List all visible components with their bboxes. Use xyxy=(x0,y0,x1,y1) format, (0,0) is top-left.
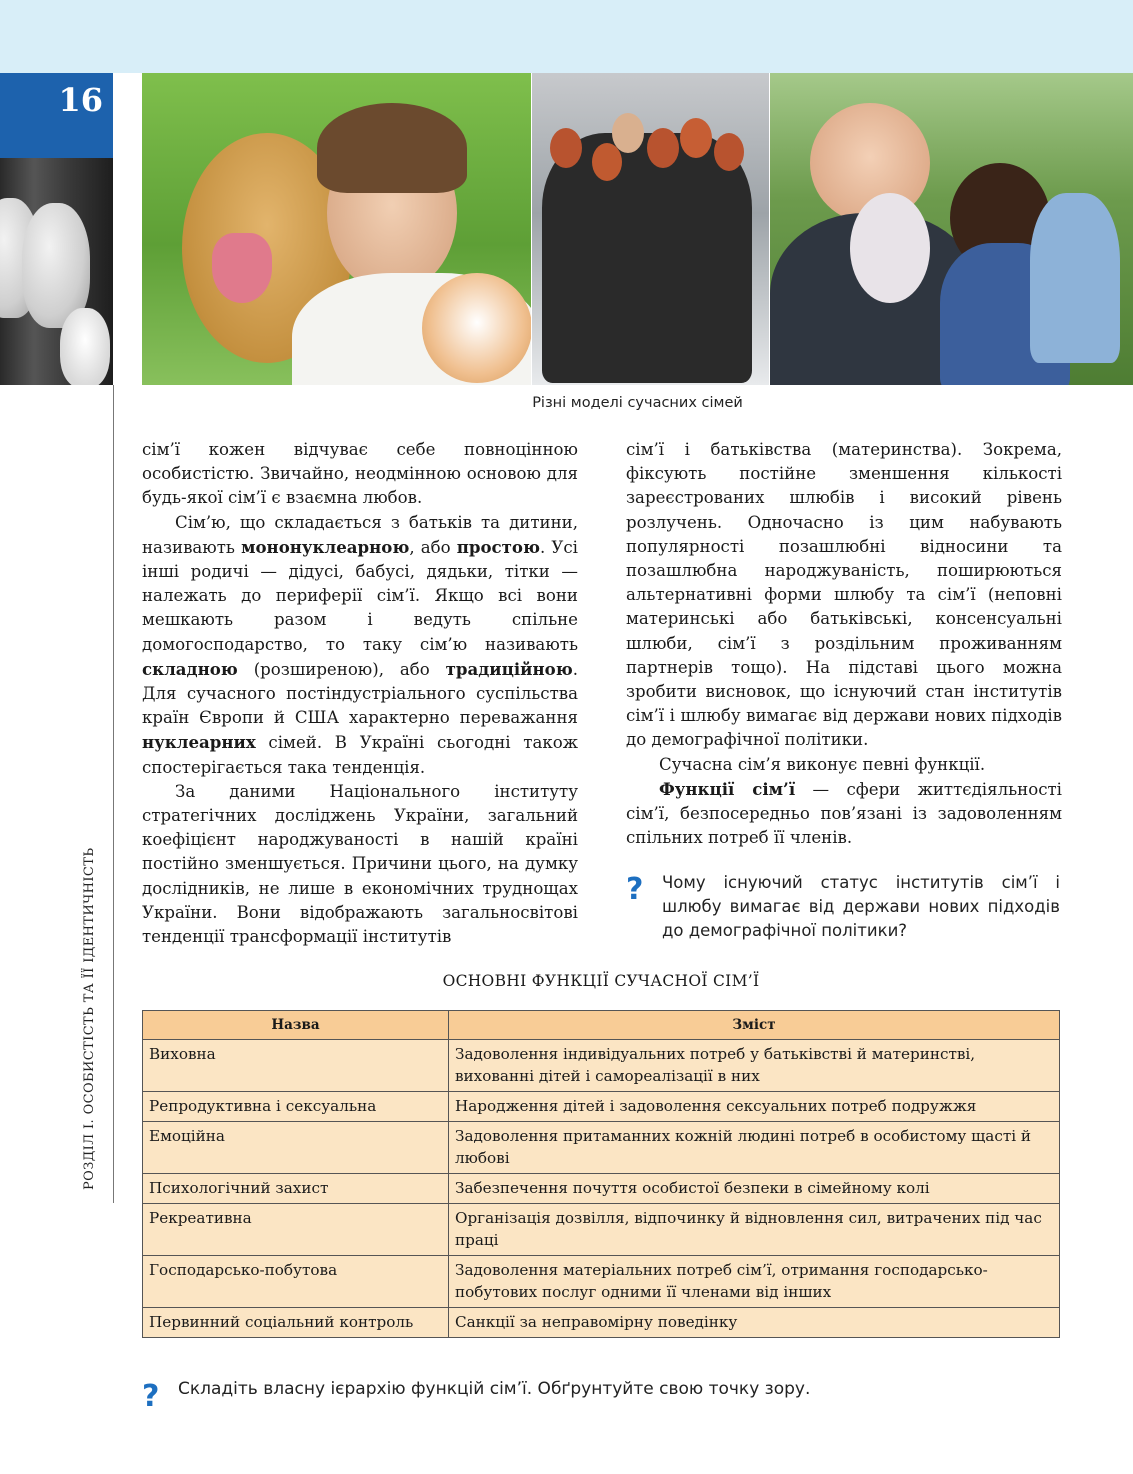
table-row xyxy=(143,1204,1060,1256)
function-name: Репродуктивна і сексуальна xyxy=(143,1092,449,1122)
paragraph: Сучасна сім’я виконує певні функції. xyxy=(659,754,986,774)
term-complex: складною xyxy=(142,658,238,679)
top-color-band xyxy=(0,0,1133,73)
photo-family-in-park xyxy=(770,73,1133,385)
question-mark-icon: ? xyxy=(142,1379,160,1414)
question-mark-icon: ? xyxy=(626,872,644,907)
paragraph: За даними Національного інституту стратегічних досліджень України, загальний коефіцієнт народжуваності в нашій країні постійно зменшується. Причини цього, на думку дослідників, не лише в економічних труднощах України. Вони відображають загальносвітові тенденції трансформації інститутів xyxy=(142,781,578,947)
column-header: Зміст xyxy=(449,1011,1060,1040)
table-title: ОСНОВНІ ФУНКЦІЇ СУЧАСНОЇ СІМ’Ї xyxy=(442,972,760,990)
side-divider xyxy=(113,385,114,1203)
function-content: Забезпечення почуття особистої безпеки в сімейному колі xyxy=(449,1174,1060,1204)
table-row xyxy=(143,1122,1060,1174)
paragraph: сім’ї і батьківства (материнства). Зокрема, фіксують постійне зменшення кількості зареєстрованих шлюбів і високий рівень розлучень. Одночасно із цим набувають популярності позашлюбні відносини та позашлюбна народжуваність, поширюються альтернативні форми шлюбу та сім’ї (неповні материнські або батьківські, консенсуальні шлюби, сім’ї з роздільним проживанням партнерів тощо). На підставі цього можна зробити висновок, що існуючий стан інститутів сім’ї і шлюбу вимагає від держави нових підходів до демографічної політики. xyxy=(626,440,1062,750)
function-content: Санкції за неправомірну поведінку xyxy=(449,1308,1060,1338)
table-row xyxy=(143,1174,1060,1204)
function-name: Емоційна xyxy=(143,1122,449,1174)
paragraph: сім’ї кожен відчуває себе повноцінною особистістю. Звичайно, неодмінною основою для будь-якої сім’ї є взаємна любов. xyxy=(142,440,578,508)
function-content: Задоволення індивідуальних потреб у батьківстві й материнстві, вихованні дітей і самореалізації в них xyxy=(449,1040,1060,1092)
term-simple: простою xyxy=(456,536,541,557)
page-number: 16 xyxy=(58,81,103,119)
function-name: Господарсько-побутова xyxy=(143,1256,449,1308)
figure-caption: Різні моделі сучасних сімей xyxy=(532,395,743,411)
table-header-row xyxy=(143,1011,1060,1040)
text-column-left xyxy=(142,438,578,949)
function-name: Психологічний захист xyxy=(143,1174,449,1204)
paragraph: Сім’ю, що складається з батьків та дитини, називають мононуклеарною, або простою. Усі інші родичі — дідусі, бабусі, дядьки, тітки — належать до периферії сім’ї. Якщо всі вони мешкають разом і ведуть спільне домогосподарство, то таку сім’ю називають складною (розширеною), або традиційною. Для сучасного постіндустріального суспільства країн Європи й США характерно переважання нуклеарних сімей. В Україні сьогодні також спостерігається така тенденція. xyxy=(142,512,578,777)
term-traditional: традиційною xyxy=(445,658,573,679)
function-name: Первинний соціальний контроль xyxy=(143,1308,449,1338)
table-row xyxy=(143,1256,1060,1308)
photo-family-in-snow xyxy=(532,73,769,385)
question-1: Чому існуючий статус інститутів сім’ї і шлюбу вимагає від держави нових підходів до демографічної політики? xyxy=(662,873,1060,940)
function-content: Задоволення притаманних кожній людині потреб в особистому щасті й любові xyxy=(449,1122,1060,1174)
question-2: Складіть власну ієрархію функцій сім’ї. Обґрунтуйте свою точку зору. xyxy=(178,1379,811,1399)
family-functions-table xyxy=(142,1010,1060,1338)
function-name: Виховна xyxy=(143,1040,449,1092)
column-header: Назва xyxy=(143,1011,449,1040)
chapter-side-label: РОЗДІЛ І. ОСОБИСТІСТЬ ТА ЇЇ ІДЕНТИЧНІСТЬ xyxy=(82,847,97,1190)
page-number-box xyxy=(0,73,113,158)
table-row xyxy=(143,1092,1060,1122)
photo-woman-with-pets xyxy=(142,73,531,385)
function-name: Рекреативна xyxy=(143,1204,449,1256)
function-content: Організація дозвілля, відпочинку й відновлення сил, витрачених під час праці xyxy=(449,1204,1060,1256)
table-row xyxy=(143,1308,1060,1338)
function-content: Народження дітей і задоволення сексуальних потреб подружжя xyxy=(449,1092,1060,1122)
term-mononuclear: мононуклеарною xyxy=(241,536,410,557)
masks-photo xyxy=(0,158,113,385)
table-row xyxy=(143,1040,1060,1092)
function-content: Задоволення матеріальних потреб сім’ї, отримання господарсько-побутових послуг одними її членами від інших xyxy=(449,1256,1060,1308)
term-nuclear: нуклеарних xyxy=(142,732,256,753)
term-family-functions: Функції сім’ї xyxy=(659,778,796,799)
paragraph: Функції сім’ї — сфери життєдіяльності сім’ї, безпосередньо пов’язані із задоволенням спільних потреб її членів. xyxy=(626,778,1062,848)
text-column-right xyxy=(626,438,1062,850)
